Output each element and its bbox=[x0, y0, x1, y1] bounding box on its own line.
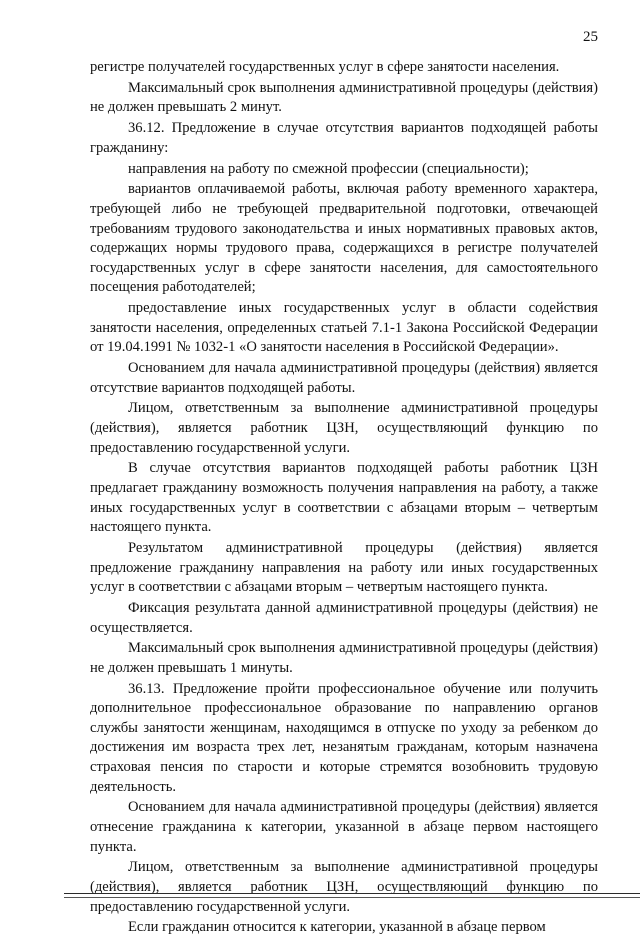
paragraph: Если гражданин относится к категории, указанной в абзаце первом bbox=[128, 919, 546, 936]
paragraph: вариантов оплачиваемой работы, включая работу временного характера, требующей либо не требующей предварительной подготовки, отвечающей требованиям трудового законодательства и иных нормативных правовых актов, содержащих нормы трудового права, содержащихся в регистре получателей государственных услуг в сфере занятости населения, для самостоятельного посещения работодателей; bbox=[90, 181, 598, 296]
paragraph: Максимальный срок выполнения административной процедуры (действия) не должен превышать 1 минуты. bbox=[90, 640, 598, 676]
paragraph: Результатом административной процедуры (действия) является предложение гражданину направления на работу или иных государственных услуг в соответствии с абзацами вторым – четвертым настоящего пункта. bbox=[90, 539, 598, 596]
paragraph: Фиксация результата данной административной процедуры (действия) не осуществляется. bbox=[90, 599, 598, 636]
paragraph: В случае отсутствия вариантов подходящей работы работник ЦЗН предлагает гражданину возможность получения направления на работу, а также иных государственных услуг в соответствии с абзацами вторым – четвертым настоящего пункта. bbox=[90, 460, 598, 536]
paragraph: 36.13. Предложение пройти профессиональное обучение или получить дополнительное профессиональное образование по направлению органов службы занятости женщинам, находящимся в отпуске по уходу за ребенком до достижения им возраста трех лет, незанятым гражданам, которым назначена страховая пенсия по старости и которые стремятся возобновить трудовую деятельность. bbox=[90, 680, 598, 795]
bottom-border-line bbox=[64, 893, 640, 894]
paragraph: регистре получателей государственных услуг в сфере занятости населения. bbox=[90, 59, 560, 75]
paragraph: предоставление иных государственных услуг в области содействия занятости населения, определенных статьей 7.1-1 Закона Российской Федерации от 19.04.1991 № 1032-1 «О занятости населения в Российской Федерации». bbox=[90, 300, 598, 356]
paragraph: Лицом, ответственным за выполнение административной процедуры (действия), является работник ЦЗН, осуществляющий функцию по предоставлению государственной услуги. bbox=[90, 400, 598, 456]
paragraph: 36.12. Предложение в случае отсутствия вариантов подходящей работы гражданину: bbox=[90, 120, 598, 156]
bottom-border-line-secondary bbox=[64, 897, 640, 898]
paragraph: Максимальный срок выполнения административной процедуры (действия) не должен превышать 2 минут. bbox=[90, 79, 598, 116]
paragraph: направления на работу по смежной профессии (специальности); bbox=[128, 160, 529, 177]
document-body bbox=[90, 58, 598, 938]
page-number: 25 bbox=[583, 29, 598, 45]
paragraph: Лицом, ответственным за выполнение административной процедуры (действия), является работник ЦЗН, осуществляющий функцию по предоставлению государственной услуги. bbox=[90, 859, 598, 915]
paragraph: Основанием для начала административной процедуры (действия) является отсутствие вариантов подходящей работы. bbox=[90, 360, 598, 396]
paragraph: Основанием для начала административной процедуры (действия) является отнесение гражданина к категории, указанной в абзаце первом настоящего пункта. bbox=[90, 799, 598, 855]
